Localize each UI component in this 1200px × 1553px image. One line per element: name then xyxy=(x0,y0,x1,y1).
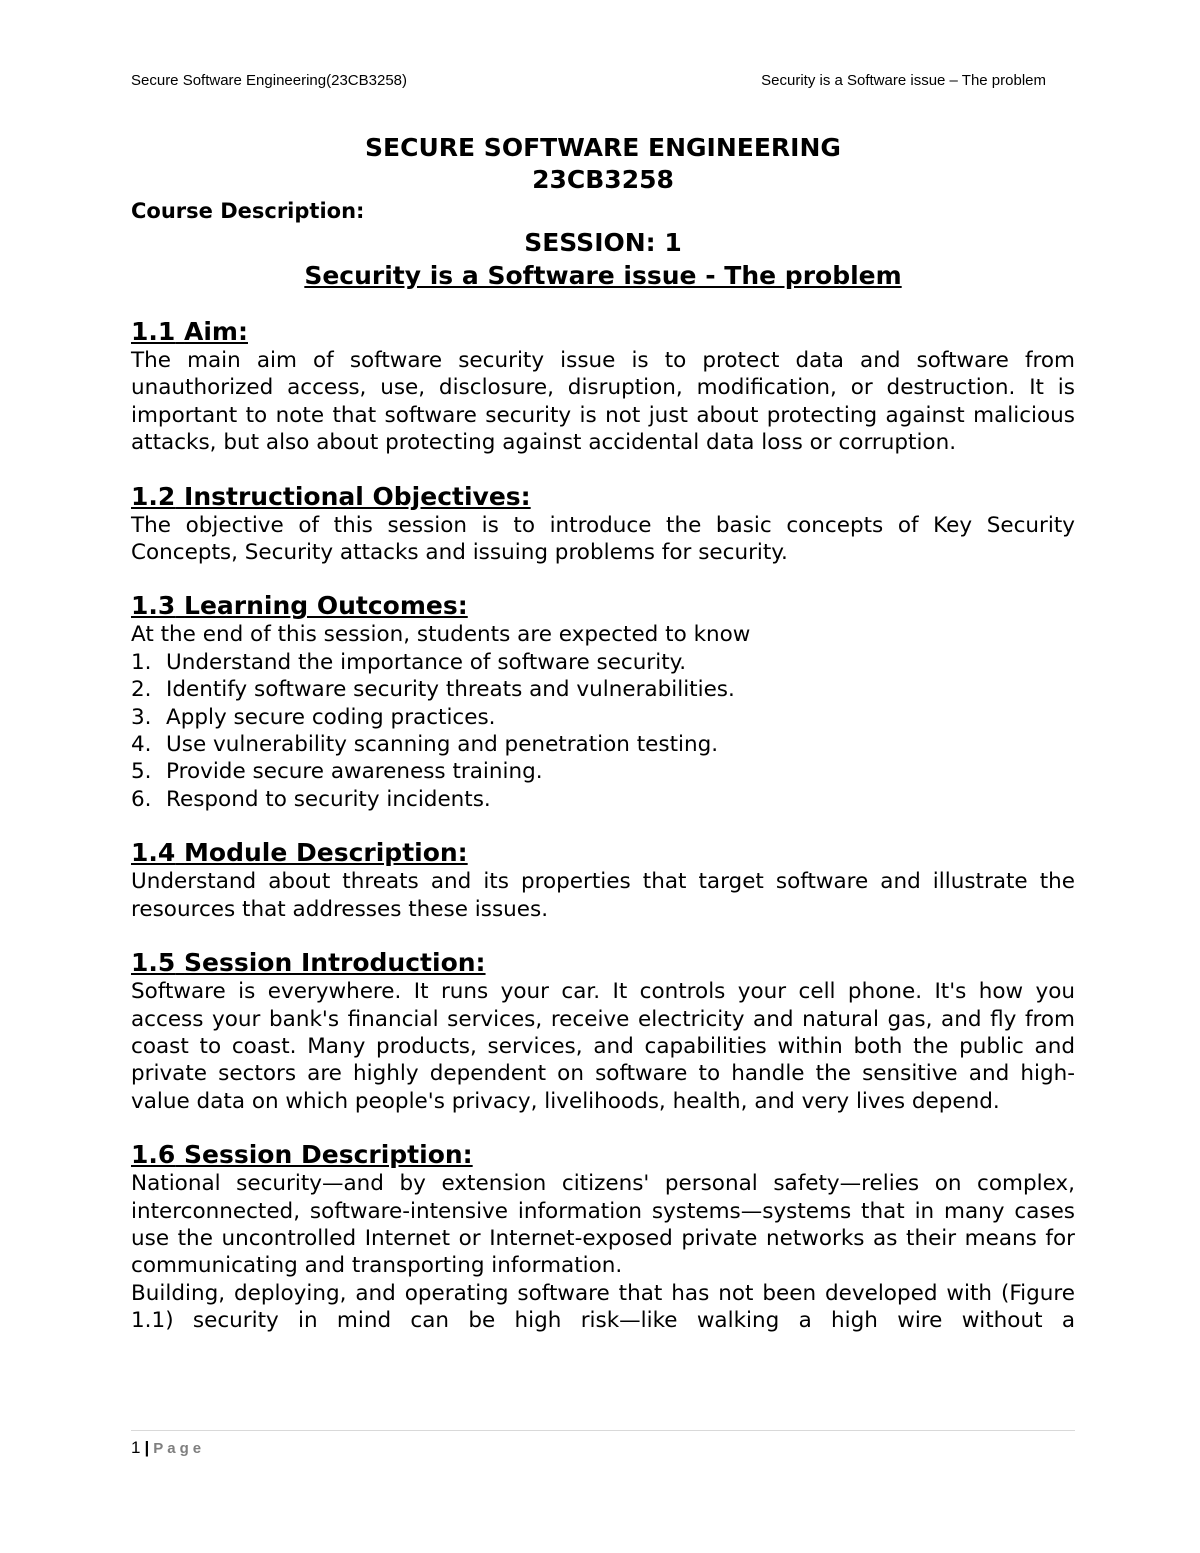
list-item-text: Use vulnerability scanning and penetration testing. xyxy=(166,732,719,758)
course-code: 23CB3258 xyxy=(532,165,674,194)
page-footer xyxy=(131,1437,205,1460)
document-body xyxy=(131,132,1075,1335)
outcomes-intro: At the end of this session, students are expected to know xyxy=(131,622,751,648)
section-title: Module Description: xyxy=(184,838,468,868)
section-number: 1.4 xyxy=(131,838,176,868)
list-item-number: 1. xyxy=(131,649,152,675)
section-title: Session Introduction: xyxy=(184,948,486,978)
outcomes-list xyxy=(131,649,1075,813)
section-module xyxy=(131,837,1075,923)
section-number: 1.2 xyxy=(131,481,176,511)
section-aim xyxy=(131,316,1075,457)
list-item xyxy=(131,704,1075,731)
session-label: SESSION: 1 xyxy=(524,228,682,257)
section-heading xyxy=(131,1139,1075,1170)
section-heading xyxy=(131,947,1075,978)
list-item-number: 5. xyxy=(131,759,152,785)
section-introduction xyxy=(131,947,1075,1115)
section-number: 1.1 xyxy=(131,317,176,346)
page-number: 1 xyxy=(131,1438,141,1457)
header-right-text: Security is a Software issue – The problem xyxy=(761,72,1046,89)
session-title: Security is a Software issue - The problem xyxy=(304,261,902,290)
section-number: 1.5 xyxy=(131,948,176,978)
document-title: SECURE SOFTWARE ENGINEERING xyxy=(365,133,841,162)
list-item-text: Understand the importance of software security. xyxy=(166,649,687,675)
section-title: Aim: xyxy=(184,317,248,346)
section-description xyxy=(131,1139,1075,1334)
section-number: 1.6 xyxy=(131,1140,176,1170)
list-item-number: 3. xyxy=(131,704,152,730)
section-heading xyxy=(131,481,1075,512)
section-number: 1.3 xyxy=(131,591,176,621)
list-item xyxy=(131,758,1075,785)
list-item-text: Respond to security incidents. xyxy=(166,786,491,812)
section-paragraph: The main aim of software security issue is to protect data and software from unauthorized access, use, disclosure, disruption, modification, or destruction. It is important to note that software security is not just about protecting against malicious attacks, but also about protecting against accidental data loss or corruption. xyxy=(131,348,1075,456)
list-item xyxy=(131,731,1075,758)
header-left-text: Secure Software Engineering(23CB3258) xyxy=(131,72,407,89)
footer-separator: | xyxy=(144,1438,150,1457)
list-item-text: Apply secure coding practices. xyxy=(166,704,496,730)
section-heading xyxy=(131,316,1075,347)
list-item-number: 4. xyxy=(131,732,152,758)
section-paragraph: Understand about threats and its properties that target software and illustrate the resources that addresses these issues. xyxy=(131,869,1075,922)
section-paragraph: National security—and by extension citizens' personal safety—relies on complex, interconnected, software-intensive information systems—systems that in many cases use the uncontrolled Internet or Internet-exposed private networks as their means for communicating and transporting information. xyxy=(131,1171,1075,1279)
list-item-text: Identify software security threats and vulnerabilities. xyxy=(166,677,735,703)
list-item xyxy=(131,676,1075,703)
section-title: Instructional Objectives: xyxy=(184,481,531,511)
running-header xyxy=(131,71,1046,91)
section-paragraph: The objective of this session is to introduce the basic concepts of Key Security Concepts, Security attacks and issuing problems for security. xyxy=(131,512,1075,566)
page-word: Page xyxy=(153,1440,206,1457)
list-item-number: 6. xyxy=(131,786,152,812)
section-heading xyxy=(131,590,1075,621)
section-heading xyxy=(131,837,1075,868)
section-objectives xyxy=(131,481,1075,567)
section-title: Learning Outcomes: xyxy=(184,591,468,621)
section-paragraph: Software is everywhere. It runs your car. It controls your cell phone. It's how you access your bank's financial services, receive electricity and natural gas, and fly from coast to coast. Many products, services, and capabilities within both the public and private sectors are highly dependent on software to handle the sensitive and high-value data on which people's privacy, livelihoods, health, and very lives depend. xyxy=(131,979,1075,1114)
list-item-text: Provide secure awareness training. xyxy=(166,759,543,785)
list-item xyxy=(131,786,1075,813)
course-description-label: Course Description: xyxy=(131,199,365,223)
section-title: Session Description: xyxy=(184,1140,473,1170)
footer-divider xyxy=(131,1430,1075,1431)
list-item xyxy=(131,649,1075,676)
section-paragraph-continued: Building, deploying, and operating software that has not been developed with (Figure 1.1) security in mind can be high risk—like walking a high wire without a xyxy=(131,1280,1075,1334)
list-item-number: 2. xyxy=(131,677,152,703)
section-outcomes xyxy=(131,590,1075,813)
